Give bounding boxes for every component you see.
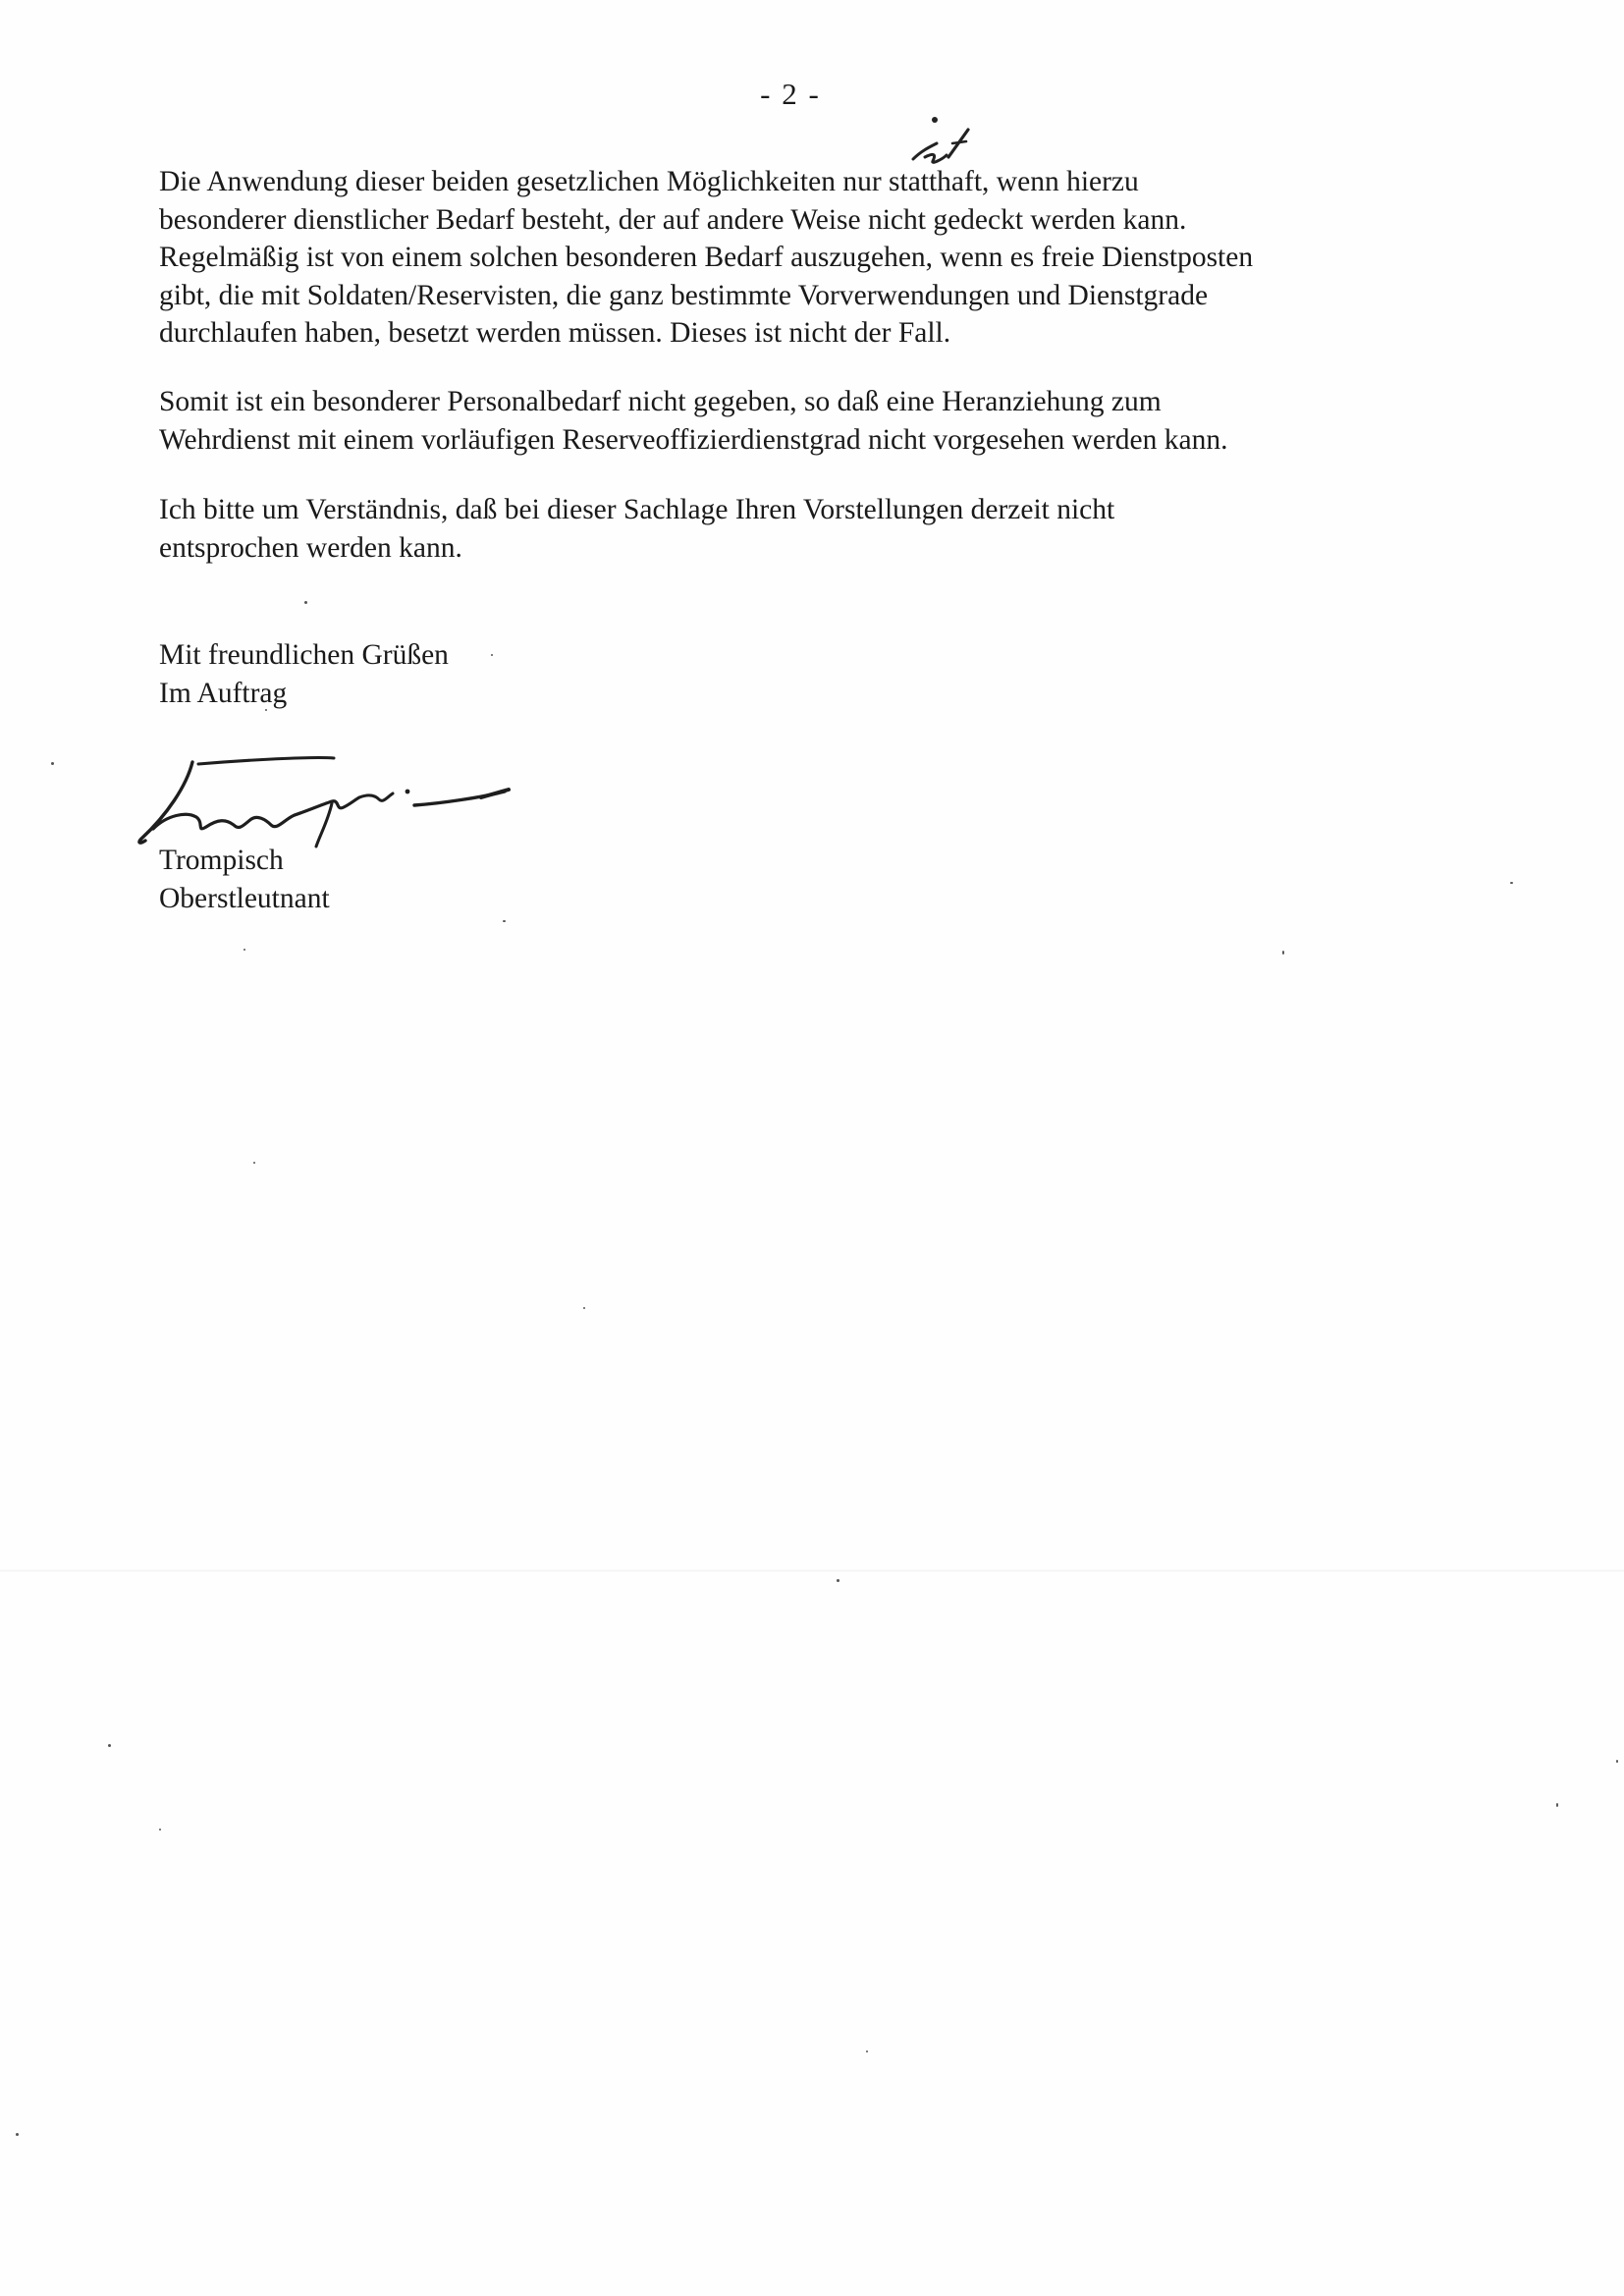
scan-speck <box>253 1162 255 1164</box>
paragraph-line: Die Anwendung dieser beiden gesetzlichen Möglichkeiten nur statthaft, wenn hierzu <box>159 166 1139 197</box>
signatory-block <box>159 842 1435 917</box>
paragraph-3 <box>159 491 1435 567</box>
paper-fold-line <box>0 1569 1624 1572</box>
signatory-name: Trompisch <box>159 845 284 876</box>
paragraph-line: Wehrdienst mit einem vorläufigen Reserveoffizierdienstgrad nicht vorgesehen werden kann. <box>159 423 1228 456</box>
paragraph-line: durchlaufen haben, besetzt werden müssen. Dieses ist nicht der Fall. <box>159 317 951 349</box>
closing-block <box>159 636 1435 712</box>
scan-speck <box>159 1829 161 1831</box>
paragraph-line: Regelmäßig ist von einem solchen besonderen Bedarf auszugehen, wenn es freie Dienstposten <box>159 242 1254 273</box>
scan-speck <box>244 949 245 951</box>
closing-greeting: Mit freundlichen Grüßen <box>159 639 449 671</box>
scan-speck <box>51 762 54 765</box>
paragraph-2 <box>159 383 1435 459</box>
scan-speck <box>837 1579 839 1582</box>
scan-speck <box>304 601 307 604</box>
signatory-rank: Oberstleutnant <box>159 882 330 914</box>
scan-speck <box>491 654 493 656</box>
paragraph-line: gibt, die mit Soldaten/Reservisten, die ganz bestimmte Vorverwendungen und Dienstgrade <box>159 279 1209 311</box>
scan-speck <box>503 920 506 922</box>
scan-speck <box>583 1307 585 1309</box>
handwritten-correction-mark <box>903 110 992 169</box>
scan-speck <box>1510 882 1513 884</box>
scan-speck <box>1282 951 1284 955</box>
paragraph-line: Ich bitte um Verständnis, daß bei dieser Sachlage Ihren Vorstellungen derzeit nicht <box>159 494 1115 525</box>
page-number: - 2 - <box>760 77 821 111</box>
scan-speck <box>866 2050 868 2052</box>
scan-speck <box>1616 1760 1618 1763</box>
scan-speck <box>265 709 267 711</box>
paragraph-1 <box>159 163 1435 353</box>
paragraph-line: Somit ist ein besonderer Personalbedarf nicht gegeben, so daß eine Heranziehung zum <box>159 386 1162 417</box>
paragraph-line: entsprochen werden kann. <box>159 531 462 564</box>
scan-speck <box>108 1744 111 1747</box>
scan-speck <box>16 2133 19 2136</box>
handwritten-signature <box>128 746 560 854</box>
paragraph-line: besonderer dienstlicher Bedarf besteht, der auf andere Weise nicht gedeckt werden kann. <box>159 203 1187 236</box>
scan-speck <box>1556 1803 1558 1807</box>
closing-on-behalf: Im Auftrag <box>159 677 288 709</box>
